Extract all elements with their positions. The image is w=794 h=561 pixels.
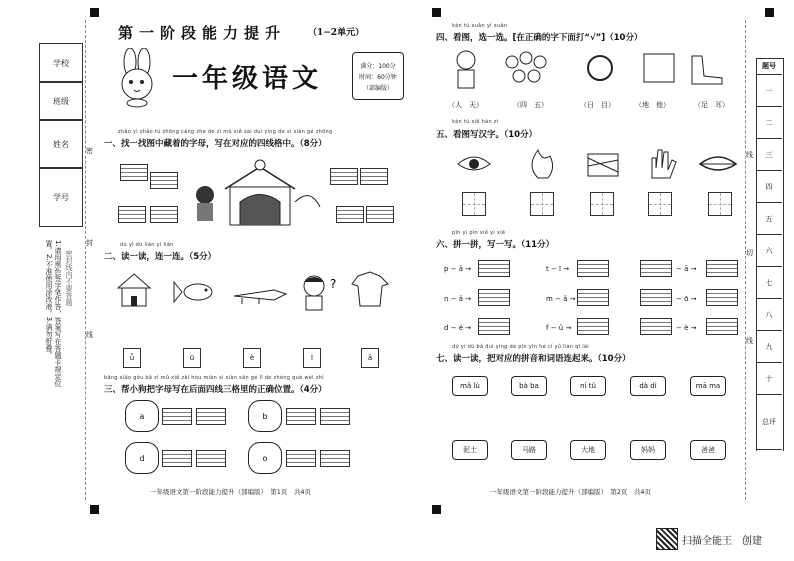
page-title: 第一阶段能力提升 <box>118 24 287 42</box>
puppy-card <box>248 442 282 474</box>
puppy-card <box>125 442 159 474</box>
eye-icon <box>458 157 490 170</box>
spell-prompt: p − ā → <box>444 265 472 273</box>
score-item: 七 <box>756 267 782 299</box>
score-item: 二 <box>756 107 782 139</box>
answer-four-line[interactable] <box>320 408 350 425</box>
score-item: 十 <box>756 363 782 395</box>
spell-prompt: − ā → <box>676 265 697 273</box>
score-item: 八 <box>756 299 782 331</box>
foot-icon <box>692 56 722 84</box>
answer-four-line[interactable] <box>120 164 148 181</box>
answer-four-line[interactable] <box>286 450 316 467</box>
pinyin-puzzle[interactable]: mā ma <box>690 376 726 396</box>
q3-title: 三、帮小狗把字母写在后面四线三格里的正确位置。（4分） <box>104 385 327 395</box>
five-people-icon <box>506 52 546 82</box>
cut-mark: 线 <box>746 337 753 345</box>
class-label: 班级 <box>53 96 69 106</box>
student-id-label: 学号 <box>53 192 69 202</box>
mouth-icon <box>700 157 736 170</box>
unit-range: （1−2单元） <box>308 28 365 38</box>
q4-pictures <box>448 48 724 90</box>
answer-four-line[interactable] <box>577 289 609 306</box>
school-label: 学校 <box>53 58 69 68</box>
letter-tag[interactable]: è <box>243 348 261 368</box>
fire-icon <box>532 150 553 178</box>
answer-four-line[interactable] <box>478 260 510 277</box>
class-field[interactable] <box>39 81 83 121</box>
answer-four-line[interactable] <box>162 450 192 467</box>
spell-prompt: f − ǔ → <box>546 324 572 332</box>
boy-icon <box>304 276 336 310</box>
puppy-letter: a <box>139 411 145 421</box>
puppy-letter: o <box>262 453 268 463</box>
binding-mark <box>432 505 441 514</box>
dress-icon <box>352 272 388 306</box>
answer-four-line[interactable] <box>330 168 358 185</box>
edition: （部编版） <box>362 84 393 92</box>
pinyin-puzzle[interactable]: ní tǔ <box>570 376 606 396</box>
answer-four-line[interactable] <box>706 289 738 306</box>
q7-title: 七、读一读，把对应的拼音和词语连起来。（10分） <box>436 354 631 364</box>
answer-four-line[interactable] <box>640 318 672 335</box>
subject-title: 一年级语文 <box>172 64 323 94</box>
q7-pinyin: dú yi dú bǎ duì yìng de pīn yīn hé cí yǔ lián qǐ lái <box>452 344 589 350</box>
word-puzzle[interactable]: 大地 <box>570 440 606 460</box>
puppy-card <box>125 400 159 432</box>
letter-tag[interactable]: ī <box>303 348 321 368</box>
letter-tag[interactable]: ū <box>183 348 201 368</box>
spell-prompt: m − ǎ → <box>546 295 576 303</box>
goldfish-icon <box>174 282 212 302</box>
bunny-illustration <box>110 48 162 108</box>
q5-pictures <box>456 146 746 182</box>
word-puzzle[interactable]: 妈妈 <box>630 440 666 460</box>
page1-footer: 一年级语文第一阶段能力提升（部编版） 第1页 共4页 <box>150 488 312 496</box>
crocodile-icon <box>234 290 286 304</box>
score-item: 四 <box>756 171 782 203</box>
binding-mark <box>765 8 774 17</box>
answer-four-line[interactable] <box>196 408 226 425</box>
letter-tag[interactable]: ǎ <box>361 348 379 368</box>
name-field[interactable] <box>39 119 83 169</box>
q6-pinyin: pīn yi pīn xiě yi xiě <box>452 230 506 236</box>
puppy-card <box>248 400 282 432</box>
answer-four-line[interactable] <box>320 450 350 467</box>
answer-four-line[interactable] <box>706 318 738 335</box>
score-item: 三 <box>756 139 782 171</box>
answer-tian-grid[interactable] <box>648 192 672 216</box>
q2-pictures <box>114 268 404 312</box>
q2-title: 二、读一读，连一连。（5分） <box>104 252 217 262</box>
q4-title: 四、看图，选一选。[在正确的字下面打“√”]（10分） <box>436 33 643 43</box>
q4-option[interactable]: （人 天） <box>448 101 483 109</box>
cut-line <box>745 20 746 500</box>
spell-prompt: n − ǎ → <box>444 295 472 303</box>
scene-illustration <box>185 157 325 229</box>
spell-prompt: − ō → <box>676 295 697 303</box>
score-item: 一 <box>756 75 782 107</box>
word-puzzle[interactable]: 爸爸 <box>690 440 726 460</box>
pinyin-puzzle[interactable]: mǎ lù <box>452 376 488 396</box>
seal-line <box>85 20 86 500</box>
spell-prompt: d − é → <box>444 324 472 332</box>
cut-mark: 封 <box>86 239 93 247</box>
time-limit: 时间：60分钟 <box>359 73 397 81</box>
answer-four-line[interactable] <box>706 260 738 277</box>
full-score: 满分：100分 <box>360 62 396 70</box>
watermark-text: 扫描全能王 创建 <box>682 536 762 547</box>
score-header: 题号 <box>756 58 782 75</box>
puppy-letter: d <box>139 453 145 463</box>
pinyin-puzzle[interactable]: dà dì <box>630 376 666 396</box>
q1-title: 一、找一找图中藏着的字母，写在对应的四线格中。（8分） <box>104 139 327 149</box>
q4-option[interactable]: （足 耳） <box>694 101 729 109</box>
answer-four-line[interactable] <box>336 206 364 223</box>
binding-mark <box>432 8 441 17</box>
answer-four-line[interactable] <box>478 318 510 335</box>
answer-four-line[interactable] <box>150 206 178 223</box>
score-item: 六 <box>756 235 782 267</box>
answer-four-line[interactable] <box>640 289 672 306</box>
score-item: 五 <box>756 203 782 235</box>
score-total: 总评 <box>756 395 782 450</box>
spell-prompt: − è → <box>676 324 697 332</box>
answer-four-line[interactable] <box>577 318 609 335</box>
house-icon <box>118 274 150 306</box>
name-label: 姓名 <box>53 139 69 149</box>
q3-pinyin: bāng xiǎo gǒu bǎ zì mǔ xiě zài hòu miàn sì xiàn sān gé lǐ de zhèng què wèi zhì <box>104 375 324 381</box>
sun-icon <box>588 56 612 80</box>
pinyin-puzzle[interactable]: bà ba <box>511 376 547 396</box>
q4-option[interactable]: （四 五） <box>513 101 548 109</box>
answer-four-line[interactable] <box>360 168 388 185</box>
answer-four-line[interactable] <box>150 172 178 189</box>
letter-tag[interactable]: ǖ <box>123 348 141 368</box>
q4-option[interactable]: （地 他） <box>635 101 670 109</box>
cut-mark: 线 <box>86 331 93 339</box>
cut-mark: 线 <box>746 151 753 159</box>
page2-footer: 一年级语文第一阶段能力提升（部编版） 第2页 共4页 <box>490 488 652 496</box>
svg-text:?: ? <box>330 277 337 291</box>
binding-mark <box>90 8 99 17</box>
cut-mark: 切 <box>746 249 753 257</box>
sidebar-note: 密封线内不要答题 <box>65 250 73 306</box>
word-puzzle[interactable]: 马路 <box>511 440 547 460</box>
answer-tian-grid[interactable] <box>708 192 732 216</box>
score-item: 九 <box>756 331 782 363</box>
spell-prompt: t − ī → <box>546 265 570 273</box>
q4-pinyin: kàn tú xuǎn yì xuǎn <box>452 23 508 29</box>
student-id-field[interactable] <box>39 167 83 227</box>
answer-four-line[interactable] <box>577 260 609 277</box>
score-box <box>352 52 404 100</box>
q6-title: 六、拼一拼，写一写。（11分） <box>436 240 555 250</box>
qr-code <box>656 528 678 550</box>
school-field[interactable] <box>39 43 83 83</box>
cut-mark: 密 <box>86 147 93 155</box>
answer-four-line[interactable] <box>640 260 672 277</box>
instructions-text: 1.请用黑色签字笔作答，答案写在答题卡规定位置。2.不准使用涂改液。3.请勿折叠。 <box>45 240 62 387</box>
answer-four-line[interactable] <box>286 408 316 425</box>
answer-four-line[interactable] <box>196 450 226 467</box>
answer-tian-grid[interactable] <box>590 192 614 216</box>
word-puzzle[interactable]: 泥土 <box>452 440 488 460</box>
answer-tian-grid[interactable] <box>462 192 486 216</box>
answer-four-line[interactable] <box>162 408 192 425</box>
puppy-letter: b <box>262 411 268 421</box>
answer-four-line[interactable] <box>478 289 510 306</box>
wood-icon <box>588 154 618 176</box>
answer-four-line[interactable] <box>118 206 146 223</box>
q5-pinyin: kàn tú xiě hàn zì <box>452 119 499 125</box>
answer-tian-grid[interactable] <box>530 192 554 216</box>
q2-pinyin: dú yì dú lián yì lián <box>120 242 174 248</box>
binding-mark <box>90 505 99 514</box>
ground-icon <box>644 54 674 82</box>
hand-icon <box>652 150 676 178</box>
q4-option[interactable]: （日 目） <box>580 101 615 109</box>
q5-title: 五、看图写汉字。（10分） <box>436 130 538 140</box>
person-icon <box>457 51 475 88</box>
q1-pinyin: zhǎo yì zhǎo tú zhōng cáng zhe de zì mǔ xiě zài duì yìng de sì xiàn gé zhōng <box>118 129 333 135</box>
answer-four-line[interactable] <box>366 206 394 223</box>
